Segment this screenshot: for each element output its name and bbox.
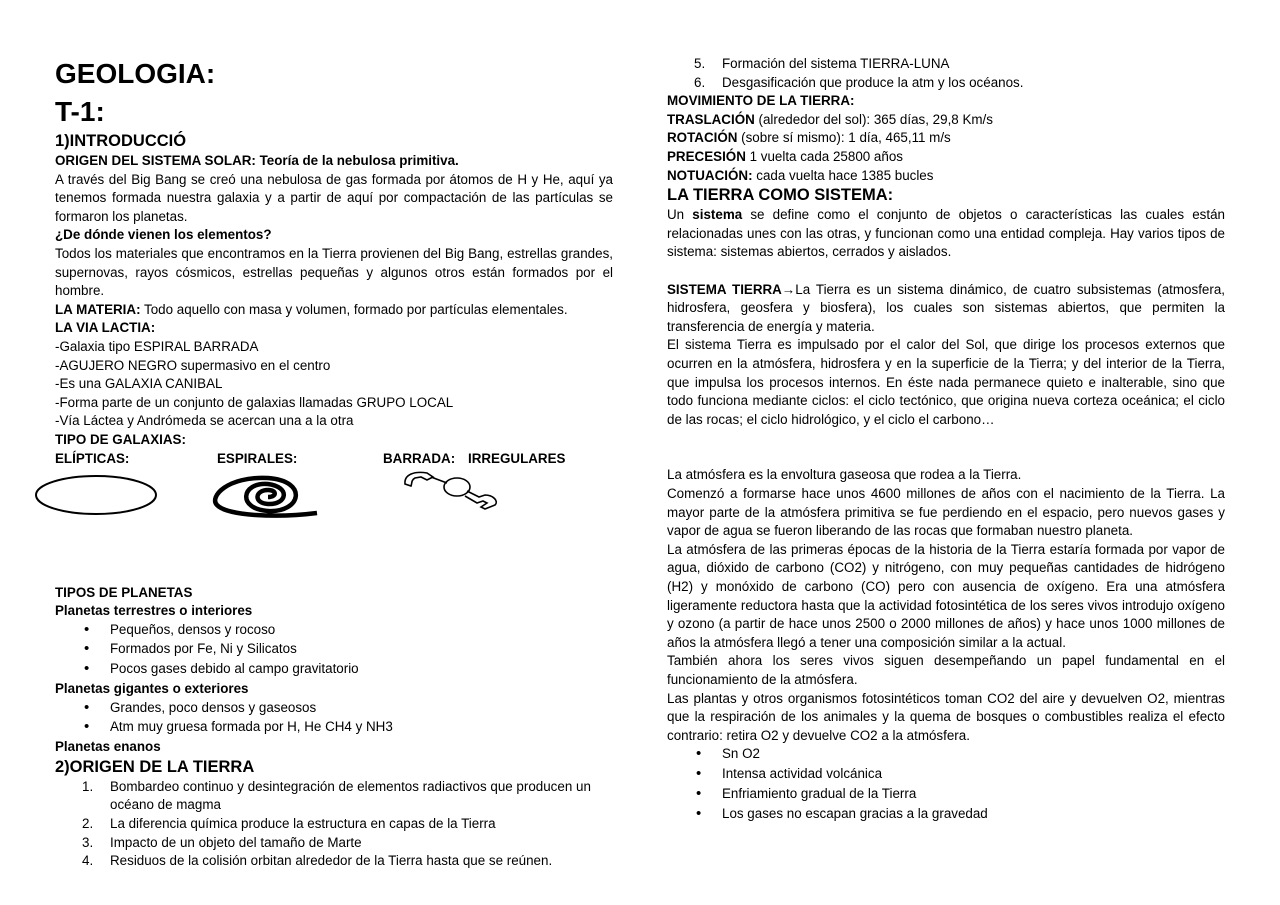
list-item: • Grandes, poco densos y gaseosos bbox=[55, 699, 613, 719]
left-column bbox=[55, 55, 613, 871]
terrestrial-list bbox=[55, 621, 613, 680]
atmosphere-paragraph: La atmósfera es la envoltura gaseosa que rodea a la Tierra. bbox=[667, 467, 1022, 483]
system-paragraph: Un sistema se define como el conjunto de objetos o características las cuales están relacionadas unes con las otras, y funcionan como una entidad compleja. Hay varios tipos de sistema: sistemas abiertos, cerrados y aislados. bbox=[667, 207, 1225, 260]
list-item: 3. Impacto de un objeto del tamaño de Marte bbox=[82, 834, 362, 850]
atmosphere-paragraph: Comenzó a formarse hace unos 4600 millones de años con el nacimiento de la Tierra. La mayor parte de la atmósfera primitiva se fue perdiendo en el espacio, pero nuevos gases y vapor de agua se fueron liberando de las rocas que formaban nuestro planeta. bbox=[667, 486, 1225, 539]
movement-heading: MOVIMIENTO DE LA TIERRA: bbox=[667, 93, 855, 109]
giant-list bbox=[55, 699, 613, 739]
milkyway-line: -Galaxia tipo ESPIRAL BARRADA bbox=[55, 338, 259, 354]
atmosphere-paragraph: También ahora los seres vivos siguen desempeñando un papel fundamental en el funcionamiento de la atmósfera. bbox=[667, 653, 1225, 687]
atmosphere-paragraph: La atmósfera de las primeras épocas de la historia de la Tierra estaría formada por vapor de agua, dióxido de carbono (CO2) y nitrógeno, con muy pequeñas cantidades de hidrógeno (H2) y monóxido de carbono (CO) pero con ausencia de oxígeno. Era una atmósfera ligeramente reductora hasta que la actividad fotosintética de los seres vivos introdujo oxígeno y ozono (a partir de hace unos 2500 o 2000 millones de años) y hace unos 1000 millones de años la atmósfera llegó a tener una composición similar a la actual. bbox=[667, 541, 1225, 650]
movement-line: TRASLACIÓN (alrededor del sol): 365 días, 29,8 Km/s bbox=[667, 111, 993, 127]
elliptical-galaxy-drawing bbox=[33, 473, 159, 517]
list-item: • Pocos gases debido al campo gravitatorio bbox=[55, 660, 613, 680]
topic-title: T-1: bbox=[55, 96, 105, 127]
list-item: • Los gases no escapan gracias a la gravedad bbox=[667, 805, 1225, 825]
giant-heading: Planetas gigantes o exteriores bbox=[55, 681, 249, 697]
elliptical-label: ELÍPTICAS: bbox=[55, 450, 130, 466]
atmosphere-list bbox=[667, 745, 1225, 824]
section-2-heading: 2)ORIGEN DE LA TIERRA bbox=[55, 757, 255, 776]
barred-label: BARRADA: bbox=[383, 450, 456, 466]
matter-text: Todo aquello con masa y volumen, formado por partículas elementales. bbox=[140, 301, 568, 317]
list-item: • Pequeños, densos y rocoso bbox=[55, 621, 613, 641]
atmosphere-paragraph: Las plantas y otros organismos fotosintéticos toman CO2 del aire y devuelven O2, mientras que la respiración de los animales y la quema de bosques o combustibles realiza el efecto contrario: retira O2 y devuelve CO2 a la atmósfera. bbox=[667, 690, 1225, 743]
galaxy-labels bbox=[55, 450, 613, 469]
list-item: • Sn O2 bbox=[667, 745, 1225, 765]
list-item: • Atm muy gruesa formada por H, He CH4 y NH3 bbox=[55, 718, 613, 738]
milkyway-line: -Vía Láctea y Andrómeda se acercan una a la otra bbox=[55, 413, 354, 429]
planet-types-heading: TIPOS DE PLANETAS bbox=[55, 584, 193, 600]
barred-galaxy-drawing bbox=[401, 469, 507, 513]
list-item: 6. Desgasificación que produce la atm y los océanos. bbox=[694, 74, 1024, 90]
section-1-heading: 1)INTRODUCCIÓ bbox=[55, 132, 187, 150]
milkyway-line: -AGUJERO NEGRO supermasivo en el centro bbox=[55, 357, 331, 373]
terrestrial-heading: Planetas terrestres o interiores bbox=[55, 603, 253, 619]
spiral-galaxy-drawing bbox=[197, 475, 339, 519]
galaxy-types-heading: TIPO DE GALAXIAS: bbox=[55, 431, 186, 447]
earth-origin-list bbox=[55, 778, 613, 871]
list-item: • Enfriamiento gradual de la Tierra bbox=[667, 785, 1225, 805]
movement-line: NOTUACIÓN: cada vuelta hace 1385 bucles bbox=[667, 167, 934, 183]
earth-system-paragraph: SISTEMA TIERRA→La Tierra es un sistema dinámico, de cuatro subsistemas (atmosfera, hidrosfera, geosfera y biosfera), los cuales son sistemas abiertos, que permiten la transferencia de energía y materia. bbox=[667, 281, 1225, 334]
earth-origin-list-continued bbox=[667, 55, 1225, 92]
irregular-label: IRREGULARES bbox=[468, 450, 566, 466]
origin-paragraph: A través del Big Bang se creó una nebulosa de gas formada por átomos de H y He, aquí ya tenemos formada nuestra galaxia y a partir de aquí por compactación de las partículas se formaron los planetas. bbox=[55, 171, 613, 224]
earth-system-paragraph-2: El sistema Tierra es impulsado por el calor del Sol, que dirige los procesos externos que ocurren en la atmósfera, hidrosfera y en la superficie de la Tierra; y del interior de la Tierra, que impulsa los procesos internos. En éste nada permanece quieto e inalterable, sino que todo funciona mediante ciclos: el ciclo tectónico, que origina nueva corteza oceánica; el ciclo de las rocas; el ciclo hidrológico, y el ciclo el carbono… bbox=[667, 337, 1225, 427]
spiral-label: ESPIRALES: bbox=[217, 450, 298, 466]
movement-line: ROTACIÓN (sobre sí mismo): 1 día, 465,11 m/s bbox=[667, 130, 951, 146]
list-item: 2. La diferencia química produce la estructura en capas de la Tierra bbox=[82, 815, 496, 831]
arrow-icon: → bbox=[781, 281, 796, 297]
matter-line bbox=[55, 301, 613, 320]
milkyway-line: -Es una GALAXIA CANIBAL bbox=[55, 376, 223, 392]
elements-paragraph: Todos los materiales que encontramos en la Tierra provienen del Big Bang, estrellas grandes, supernovas, rayos cósmicos, estrellas pequeñas y algunos otros están formados por el hombre. bbox=[55, 245, 613, 299]
list-item: • Formados por Fe, Ni y Silicatos bbox=[55, 640, 613, 660]
dwarf-heading: Planetas enanos bbox=[55, 739, 161, 755]
galaxy-illustrations bbox=[55, 469, 613, 549]
list-item: • Intensa actividad volcánica bbox=[667, 765, 1225, 785]
list-item: 5. Formación del sistema TIERRA-LUNA bbox=[694, 56, 950, 71]
milkyway-line: -Forma parte de un conjunto de galaxias llamadas GRUPO LOCAL bbox=[55, 394, 454, 410]
milkyway-heading: LA VIA LACTIA: bbox=[55, 320, 156, 336]
movement-line: PRECESIÓN 1 vuelta cada 25800 años bbox=[667, 148, 903, 164]
matter-label: LA MATERIA: bbox=[55, 301, 141, 317]
list-item: 4. Residuos de la colisión orbitan alrededor de la Tierra hasta que se reúnen. bbox=[82, 853, 553, 869]
system-heading: LA TIERRA COMO SISTEMA: bbox=[667, 186, 894, 205]
origin-heading: ORIGEN DEL SISTEMA SOLAR: Teoría de la nebulosa primitiva. bbox=[55, 153, 459, 168]
list-item: 1. Bombardeo continuo y desintegración de elementos radiactivos que producen un océano de magma bbox=[82, 778, 591, 813]
right-column bbox=[667, 55, 1225, 825]
elements-heading: ¿De dónde vienen los elementos? bbox=[55, 227, 272, 243]
doc-title: GEOLOGIA: bbox=[55, 58, 216, 89]
